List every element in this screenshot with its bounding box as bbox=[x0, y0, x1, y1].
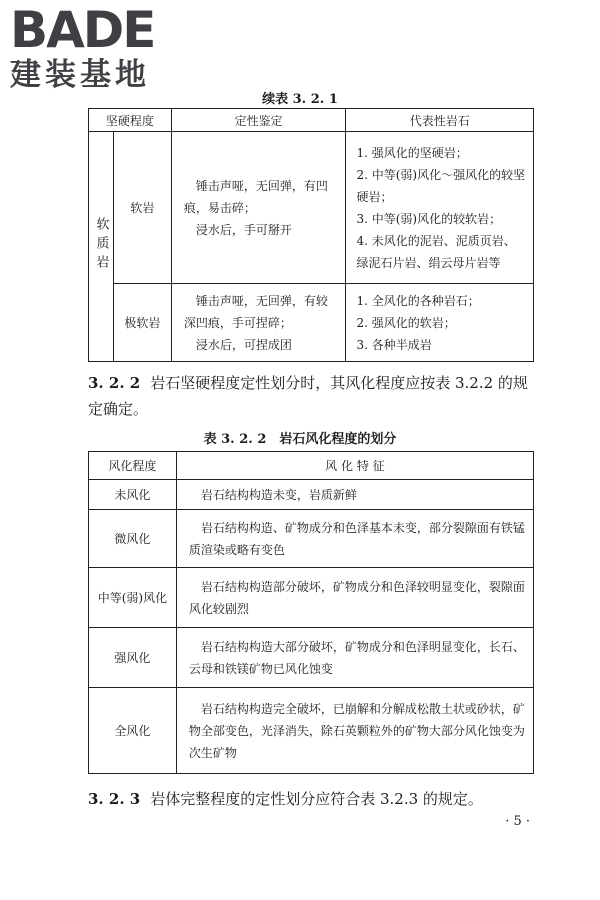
weathering-table bbox=[88, 451, 534, 774]
qualitative-line: 锤击声哑，无回弹，有较深凹痕，手可捏碎； bbox=[183, 293, 328, 330]
clause-text: 岩体完整程度的定性划分应符合表 3.2.3 的规定。 bbox=[150, 790, 483, 808]
rock-item: 1. 强风化的坚硬岩； bbox=[356, 145, 468, 160]
rock-item: 3. 中等(弱)风化的较软岩； bbox=[356, 211, 502, 226]
table-row bbox=[89, 628, 534, 688]
table-row bbox=[89, 284, 534, 362]
weathering-feature: 岩石结构构造未变，岩质新鲜 bbox=[176, 480, 533, 510]
header-feature: 风 化 特 征 bbox=[176, 452, 533, 480]
rock-item: 3. 各种半成岩 bbox=[356, 337, 432, 352]
rock-item: 2. 中等(弱)风化～强风化的较坚硬岩； bbox=[356, 167, 526, 204]
clause-text: 岩石坚硬程度定性划分时，其风化程度应按表 3.2.2 的规定确定。 bbox=[88, 374, 528, 418]
header-qualitative: 定性鉴定 bbox=[171, 109, 346, 132]
clause-number: 3. 2. 3 bbox=[88, 790, 141, 808]
weathering-level: 未风化 bbox=[89, 480, 177, 510]
clause-number: 3. 2. 2 bbox=[88, 374, 141, 392]
rocks-cell bbox=[346, 132, 534, 284]
clause-3-2-2 bbox=[88, 370, 534, 422]
group-label: 软质岩 bbox=[93, 216, 109, 274]
logo-chinese-text: 建装基地 bbox=[10, 57, 150, 93]
header-hardness: 坚硬程度 bbox=[89, 109, 172, 132]
weathering-feature: 岩石结构构造部分破坏，矿物成分和色泽较明显变化，裂隙面风化较剧烈 bbox=[176, 568, 533, 628]
group-cell bbox=[89, 132, 114, 362]
rock-item: 1. 全风化的各种岩石； bbox=[356, 293, 480, 308]
row-name: 软岩 bbox=[113, 132, 171, 284]
table-row bbox=[89, 510, 534, 568]
qualitative-line: 浸水后，可捏成团 bbox=[195, 337, 292, 352]
table-row bbox=[89, 132, 534, 284]
weathering-level: 全风化 bbox=[89, 688, 177, 774]
hardness-table bbox=[88, 108, 534, 362]
row-name: 极软岩 bbox=[113, 284, 171, 362]
table-row bbox=[89, 480, 534, 510]
clause-3-2-3 bbox=[88, 786, 534, 812]
weathering-feature: 岩石结构构造、矿物成分和色泽基本未变，部分裂隙面有铁锰质渲染或略有变色 bbox=[176, 510, 533, 568]
rocks-cell bbox=[346, 284, 534, 362]
weathering-level: 强风化 bbox=[89, 628, 177, 688]
publisher-logo bbox=[10, 1, 155, 93]
logo-latin-text: BADE bbox=[10, 1, 155, 59]
qualitative-line: 锤击声哑，无回弹，有凹痕，易击碎； bbox=[183, 178, 328, 215]
weathering-level: 微风化 bbox=[89, 510, 177, 568]
header-rocks: 代表性岩石 bbox=[346, 109, 534, 132]
table1-caption: 续表 3. 2. 1 bbox=[262, 92, 338, 107]
rock-item: 2. 强风化的软岩； bbox=[356, 315, 456, 330]
header-level: 风化程度 bbox=[89, 452, 177, 480]
table-row bbox=[89, 568, 534, 628]
rock-item: 4. 未风化的泥岩、泥质页岩、绿泥石片岩、绢云母片岩等 bbox=[356, 233, 516, 270]
qualitative-cell bbox=[171, 132, 346, 284]
table-row bbox=[89, 688, 534, 774]
table-header-row bbox=[89, 452, 534, 480]
page-number: · 5 · bbox=[505, 814, 530, 829]
weathering-level: 中等(弱)风化 bbox=[89, 568, 177, 628]
table-header-row bbox=[89, 109, 534, 132]
weathering-feature: 岩石结构构造大部分破坏，矿物成分和色泽明显变化，长石、云母和铁镁矿物已风化蚀变 bbox=[176, 628, 533, 688]
qualitative-line: 浸水后，手可掰开 bbox=[195, 222, 292, 237]
table2-caption: 表 3. 2. 2 岩石风化程度的划分 bbox=[203, 432, 397, 447]
weathering-feature: 岩石结构构造完全破坏，已崩解和分解成松散土状或砂状，矿物全部变色，光泽消失，除石英颗粒外的矿物大部分风化蚀变为次生矿物 bbox=[176, 688, 533, 774]
qualitative-cell bbox=[171, 284, 346, 362]
